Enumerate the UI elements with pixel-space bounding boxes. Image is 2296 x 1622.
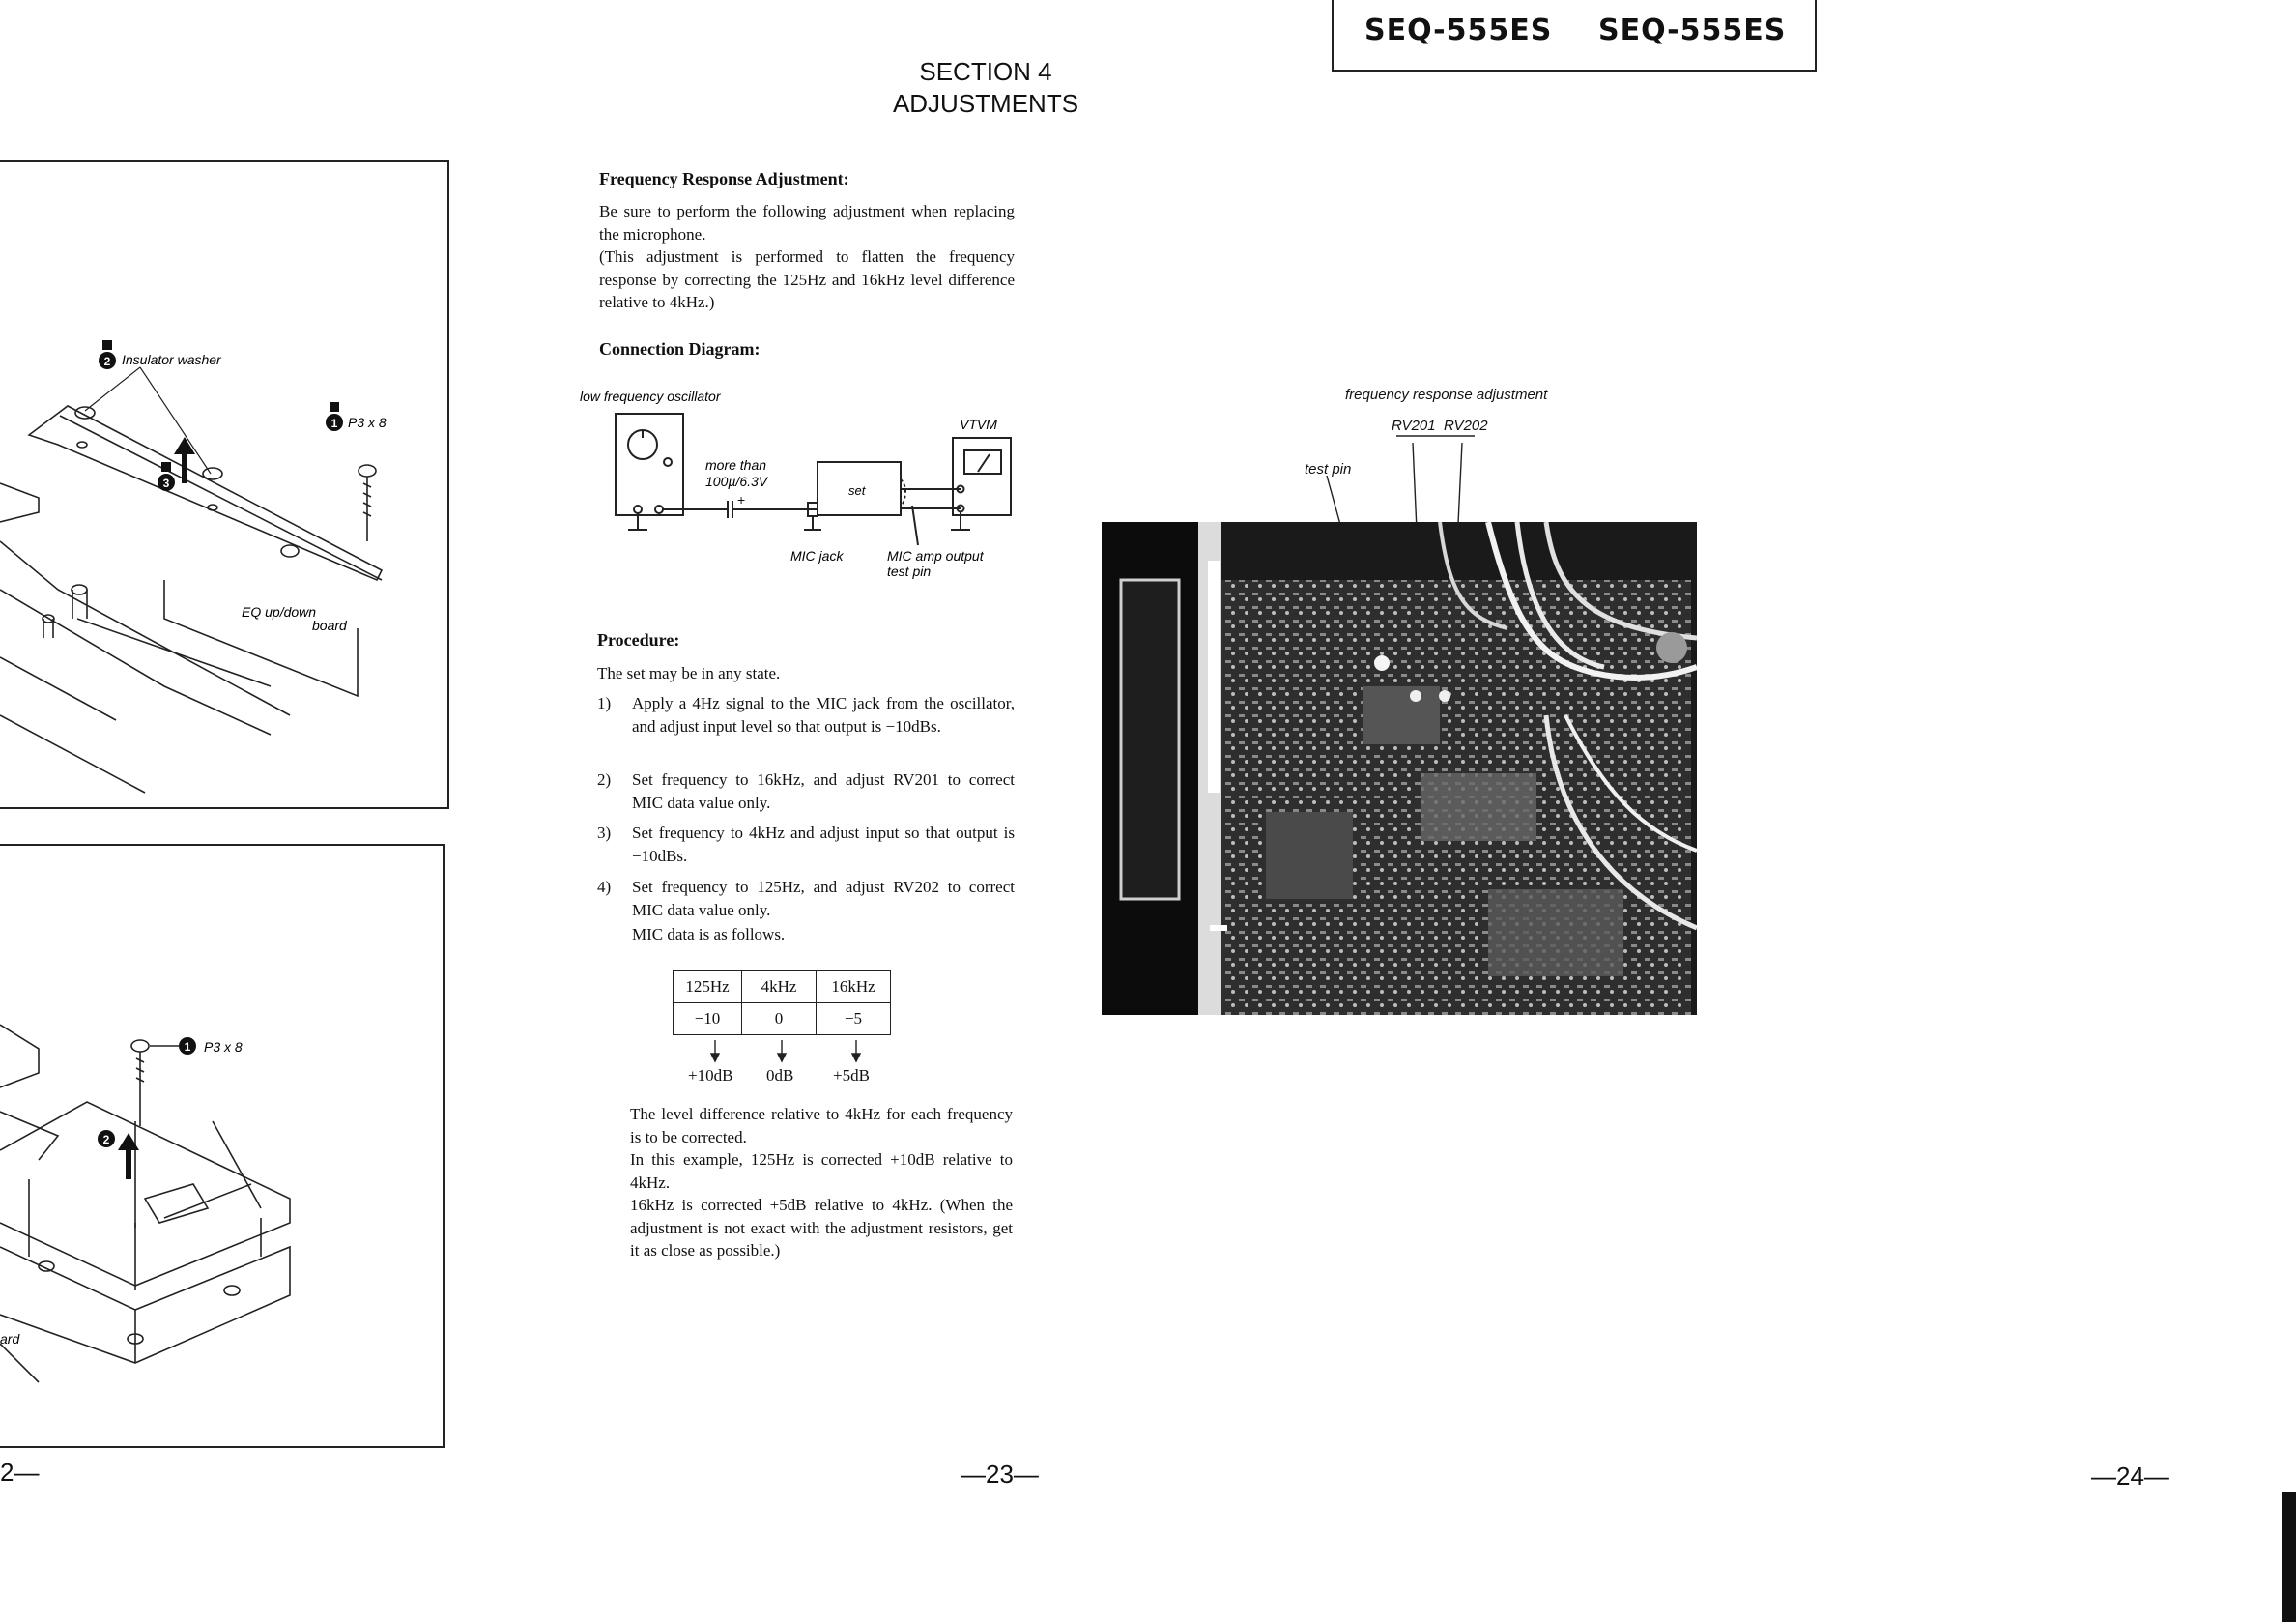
- table-cell: −5: [817, 1003, 891, 1035]
- eq-board-label-1: EQ up/down: [242, 604, 317, 620]
- arrow-down-icon: [852, 1054, 860, 1061]
- table-header-cell: 4kHz: [742, 971, 817, 1003]
- rv202-label: RV202: [1444, 418, 1488, 434]
- freq-adjust-para-2: (This adjustment is performed to flatten the frequency response by correcting the 125Hz and 16kHz level difference relative to 4kHz.): [599, 247, 1015, 311]
- section-name: ADJUSTMENTS: [892, 89, 1079, 118]
- note-1: The level difference relative to 4kHz for each frequency is to be corrected.: [630, 1105, 1013, 1146]
- svg-text:1: 1: [330, 417, 338, 430]
- vtvm-meter-icon: [964, 450, 1001, 474]
- svg-text:3: 3: [162, 477, 170, 490]
- mic-amp-label-2: test pin: [887, 564, 932, 579]
- screw-top-label: P3 x 8: [348, 415, 387, 430]
- arrow-down-icon: [711, 1054, 719, 1061]
- svg-text:1: 1: [184, 1040, 191, 1054]
- svg-text:2: 2: [103, 355, 111, 368]
- freq-adjust-text: [599, 200, 1015, 314]
- screw-bottom-icon: [131, 1040, 179, 1126]
- model-header-box: [1332, 0, 1817, 72]
- rv201-label: RV201: [1392, 418, 1436, 434]
- bottom-figure-frame: [0, 845, 444, 1447]
- oscillator-label: low frequency oscillator: [580, 389, 721, 404]
- vtvm-label: VTVM: [960, 417, 997, 432]
- table-row: [674, 971, 891, 1003]
- note-2: In this example, 125Hz is corrected +10dB relative to 4kHz.: [630, 1150, 1013, 1192]
- correction-notes: [630, 1103, 1013, 1262]
- circuit-board-photo: [1102, 522, 1697, 1015]
- mic-amp-label-1: MIC amp output: [887, 548, 984, 564]
- connection-diagram: [580, 385, 1024, 588]
- circuit-board-image: [1102, 522, 1697, 1015]
- mic-jack-label: MIC jack: [790, 548, 844, 564]
- table-row: [674, 1003, 891, 1035]
- set-label: set: [848, 483, 866, 498]
- page-number-left: 2—: [0, 1458, 40, 1487]
- page-number-center: —23—: [961, 1460, 1039, 1489]
- arrow-down-icon: [778, 1054, 786, 1061]
- screw-top-icon: [359, 465, 376, 541]
- mic-data-table: [673, 970, 891, 1035]
- eq-board-label-2: board: [312, 618, 347, 633]
- capacitor-label-2: 100µ/6.3V: [705, 474, 768, 489]
- screw-bottom-label: P3 x 8: [204, 1039, 243, 1055]
- edge-mark: [2282, 1492, 2296, 1622]
- procedure-heading: Procedure:: [597, 630, 680, 650]
- svg-text:2: 2: [102, 1133, 110, 1146]
- top-figure-frame: [0, 161, 448, 808]
- correction-16khz: +5dB: [833, 1066, 870, 1085]
- test-pin-label: test pin: [1305, 461, 1352, 478]
- section-number: SECTION 4: [919, 57, 1052, 86]
- correction-arrows: [673, 1038, 895, 1067]
- table-cell: 0: [742, 1003, 817, 1035]
- model-name-left: SEQ-555ES: [1364, 14, 1553, 47]
- svg-text:+: +: [737, 492, 746, 507]
- procedure-intro: The set may be in any state.: [597, 664, 781, 682]
- note-3: 16kHz is corrected +5dB relative to 4kHz. (When the adjustment is not exact with the adjustment resistors, get it as close as possible.): [630, 1196, 1013, 1260]
- correction-4khz: 0dB: [766, 1066, 794, 1085]
- bottom-board-drawing: [0, 1025, 290, 1382]
- table-cell: −10: [674, 1003, 742, 1035]
- freq-adjust-para-1: Be sure to perform the following adjustment when replacing the microphone.: [599, 202, 1015, 244]
- oscillator-box: [616, 414, 683, 515]
- section-title: [850, 56, 1121, 120]
- capacitor-label-1: more than: [705, 457, 767, 473]
- eq-board-drawing: [0, 406, 382, 793]
- model-name-right: SEQ-555ES: [1598, 14, 1787, 47]
- page-number-right: —24—: [2091, 1462, 2169, 1491]
- left-assembly-figures: [0, 0, 454, 1479]
- connection-heading: Connection Diagram:: [599, 339, 761, 359]
- mic-data-intro: MIC data is as follows.: [632, 925, 786, 943]
- freq-adjust-heading: Frequency Response Adjustment:: [599, 169, 849, 188]
- photo-title-label: frequency response adjustment: [1345, 387, 1548, 403]
- insulator-washer-label: Insulator washer: [122, 352, 221, 367]
- board-fragment-label: ard: [0, 1331, 20, 1347]
- correction-125hz: +10dB: [688, 1066, 733, 1085]
- table-header-cell: 16kHz: [817, 971, 891, 1003]
- table-header-cell: 125Hz: [674, 971, 742, 1003]
